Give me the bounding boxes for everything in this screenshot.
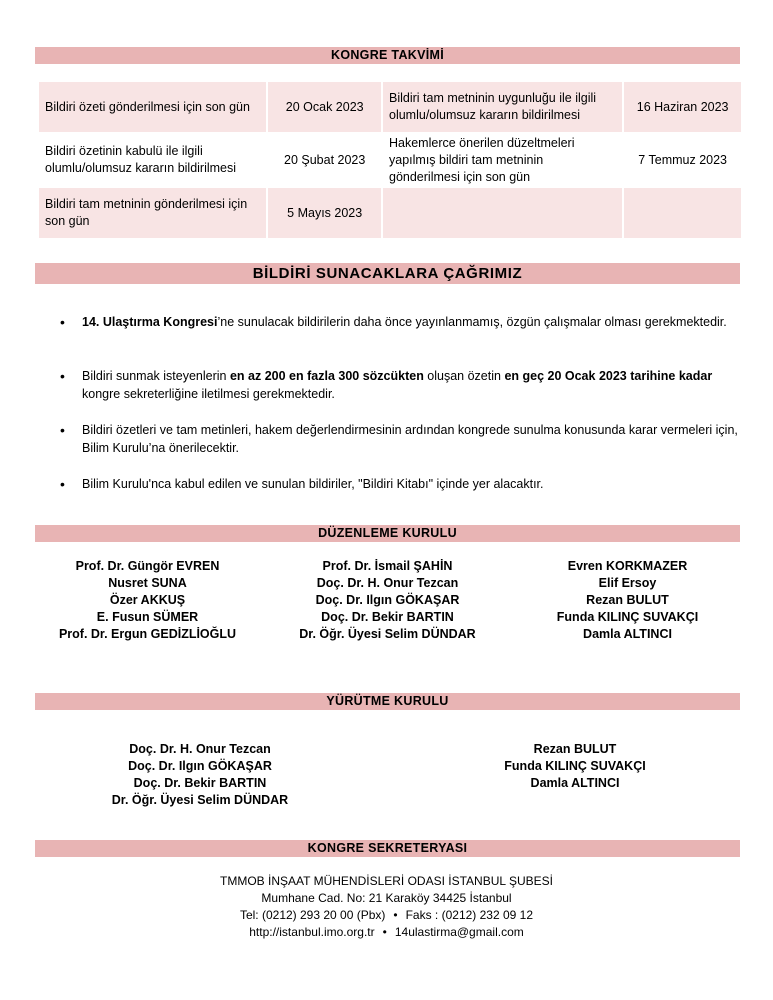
calendar-cell-date: 20 Ocak 2023 — [268, 82, 381, 132]
calendar-cell-label — [383, 188, 622, 238]
member-name: Doç. Dr. Ilgın GÖKAŞAR — [128, 759, 272, 773]
member-name: Prof. Dr. Ergun GEDİZLİOĞLU — [58, 627, 237, 641]
bullet-text: oluşan özetin — [423, 369, 505, 383]
organizing-committee-heading: DÜZENLEME KURULU — [35, 525, 740, 542]
secretariat-address: Mumhane Cad. No: 21 Karaköy 34425 İstanbul — [261, 891, 512, 905]
member-name: Funda KILINÇ SUVAKÇI — [556, 610, 699, 624]
member-name: Prof. Dr. İsmail ŞAHİN — [322, 559, 453, 573]
congress-name: 14. Ulaştırma Kongresi — [82, 315, 218, 329]
member-name: Doç. Dr. Bekir BARTIN — [321, 610, 454, 624]
member-name: Damla ALTINCI — [530, 776, 620, 790]
member-name: Funda KILINÇ SUVAKÇI — [504, 759, 646, 773]
separator-dot: • — [393, 908, 398, 922]
calendar-cell-label: Bildiri tam metninin gönderilmesi için son gün — [39, 188, 266, 238]
list-item — [60, 313, 740, 367]
word-limit: en az 200 en fazla 300 sözcükten — [229, 369, 424, 383]
call-heading: BİLDİRİ SUNACAKLARA ÇAĞRIMIZ — [35, 263, 740, 284]
phone-number: Tel: (0212) 293 20 00 (Pbx) — [239, 908, 386, 922]
executive-column-1 — [95, 741, 305, 809]
organizing-column-1 — [45, 558, 250, 643]
calendar-cell-date: 7 Temmuz 2023 — [624, 134, 741, 186]
executive-column-2 — [475, 741, 675, 792]
list-item — [60, 367, 740, 421]
member-name: Evren KORKMAZER — [567, 559, 688, 573]
bullet-text: ’ne sunulacak bildirilerin daha önce yayınlanmamış, özgün çalışmalar olması gerekmektedir. — [217, 315, 727, 329]
executive-committee-heading: YÜRÜTME KURULU — [35, 693, 740, 710]
member-name: Doç. Dr. H. Onur Tezcan — [316, 576, 459, 590]
bullet-text: Bildiri sunmak isteyenlerin — [82, 369, 230, 383]
secretariat-heading: KONGRE SEKRETERYASI — [35, 840, 740, 857]
calendar-cell-date — [624, 188, 741, 238]
secretariat-contact — [0, 873, 773, 941]
table-row — [39, 188, 741, 238]
bullet-text: Bilim Kurulu'nca kabul edilen ve sunulan bildiriler, "Bildiri Kitabı" içinde yer alacaktır. — [82, 477, 544, 491]
member-name: Dr. Öğr. Üyesi Selim DÜNDAR — [111, 793, 289, 807]
list-item — [60, 421, 740, 475]
fax-number: Faks : (0212) 232 09 12 — [405, 908, 534, 922]
member-name: Nusret SUNA — [108, 576, 187, 590]
secretariat-web-line — [0, 924, 773, 941]
member-name: Doç. Dr. H. Onur Tezcan — [129, 742, 271, 756]
member-name: Doç. Dr. Ilgın GÖKAŞAR — [315, 593, 460, 607]
table-row — [39, 134, 741, 186]
calendar-cell-date: 16 Haziran 2023 — [624, 82, 741, 132]
call-list — [60, 313, 740, 493]
organizing-column-2 — [280, 558, 495, 643]
bullet-text: Bildiri özetleri ve tam metinleri, hakem değerlendirmesinin ardından kongrede sunulma konusunda karar vermeleri için, Bilim Kurulu’na önerilecektir. — [82, 423, 738, 455]
secretariat-org: TMMOB İNŞAAT MÜHENDİSLERİ ODASI İSTANBUL ŞUBESİ — [220, 874, 553, 888]
member-name: Damla ALTINCI — [583, 627, 672, 641]
calendar-table — [37, 80, 743, 240]
calendar-cell-label: Bildiri tam metninin uygunluğu ile ilgili olumlu/olumsuz kararın bildirilmesi — [383, 82, 622, 132]
deadline: en geç 20 Ocak 2023 tarihine kadar — [504, 369, 713, 383]
member-name: Prof. Dr. Güngör EVREN — [75, 559, 220, 573]
secretariat-phone-line — [0, 907, 773, 924]
member-name: Doç. Dr. Bekir BARTIN — [133, 776, 267, 790]
calendar-cell-label: Hakemlerce önerilen düzeltmeleri yapılmış bildiri tam metninin gönderilmesi için son gün — [383, 134, 622, 186]
calendar-cell-label: Bildiri özetinin kabulü ile ilgili olumlu/olumsuz kararın bildirilmesi — [39, 134, 266, 186]
member-name: E. Fusun SÜMER — [96, 610, 199, 624]
separator-dot: • — [382, 925, 387, 939]
email-link[interactable]: 14ulastirma@gmail.com — [394, 925, 524, 939]
member-name: Rezan BULUT — [533, 742, 617, 756]
member-name: Dr. Öğr. Üyesi Selim DÜNDAR — [299, 627, 476, 641]
member-name: Elif Ersoy — [598, 576, 657, 590]
member-name: Rezan BULUT — [586, 593, 669, 607]
calendar-cell-date: 20 Şubat 2023 — [268, 134, 381, 186]
list-item — [60, 475, 740, 493]
calendar-heading: KONGRE TAKVİMİ — [35, 47, 740, 64]
member-name: Özer AKKUŞ — [109, 593, 186, 607]
table-row — [39, 82, 741, 132]
bullet-text: kongre sekreterliğine iletilmesi gerekmektedir. — [82, 387, 335, 401]
website-link[interactable]: http://istanbul.imo.org.tr — [249, 925, 375, 939]
calendar-cell-date: 5 Mayıs 2023 — [268, 188, 381, 238]
calendar-cell-label: Bildiri özeti gönderilmesi için son gün — [39, 82, 266, 132]
organizing-column-3 — [530, 558, 725, 643]
